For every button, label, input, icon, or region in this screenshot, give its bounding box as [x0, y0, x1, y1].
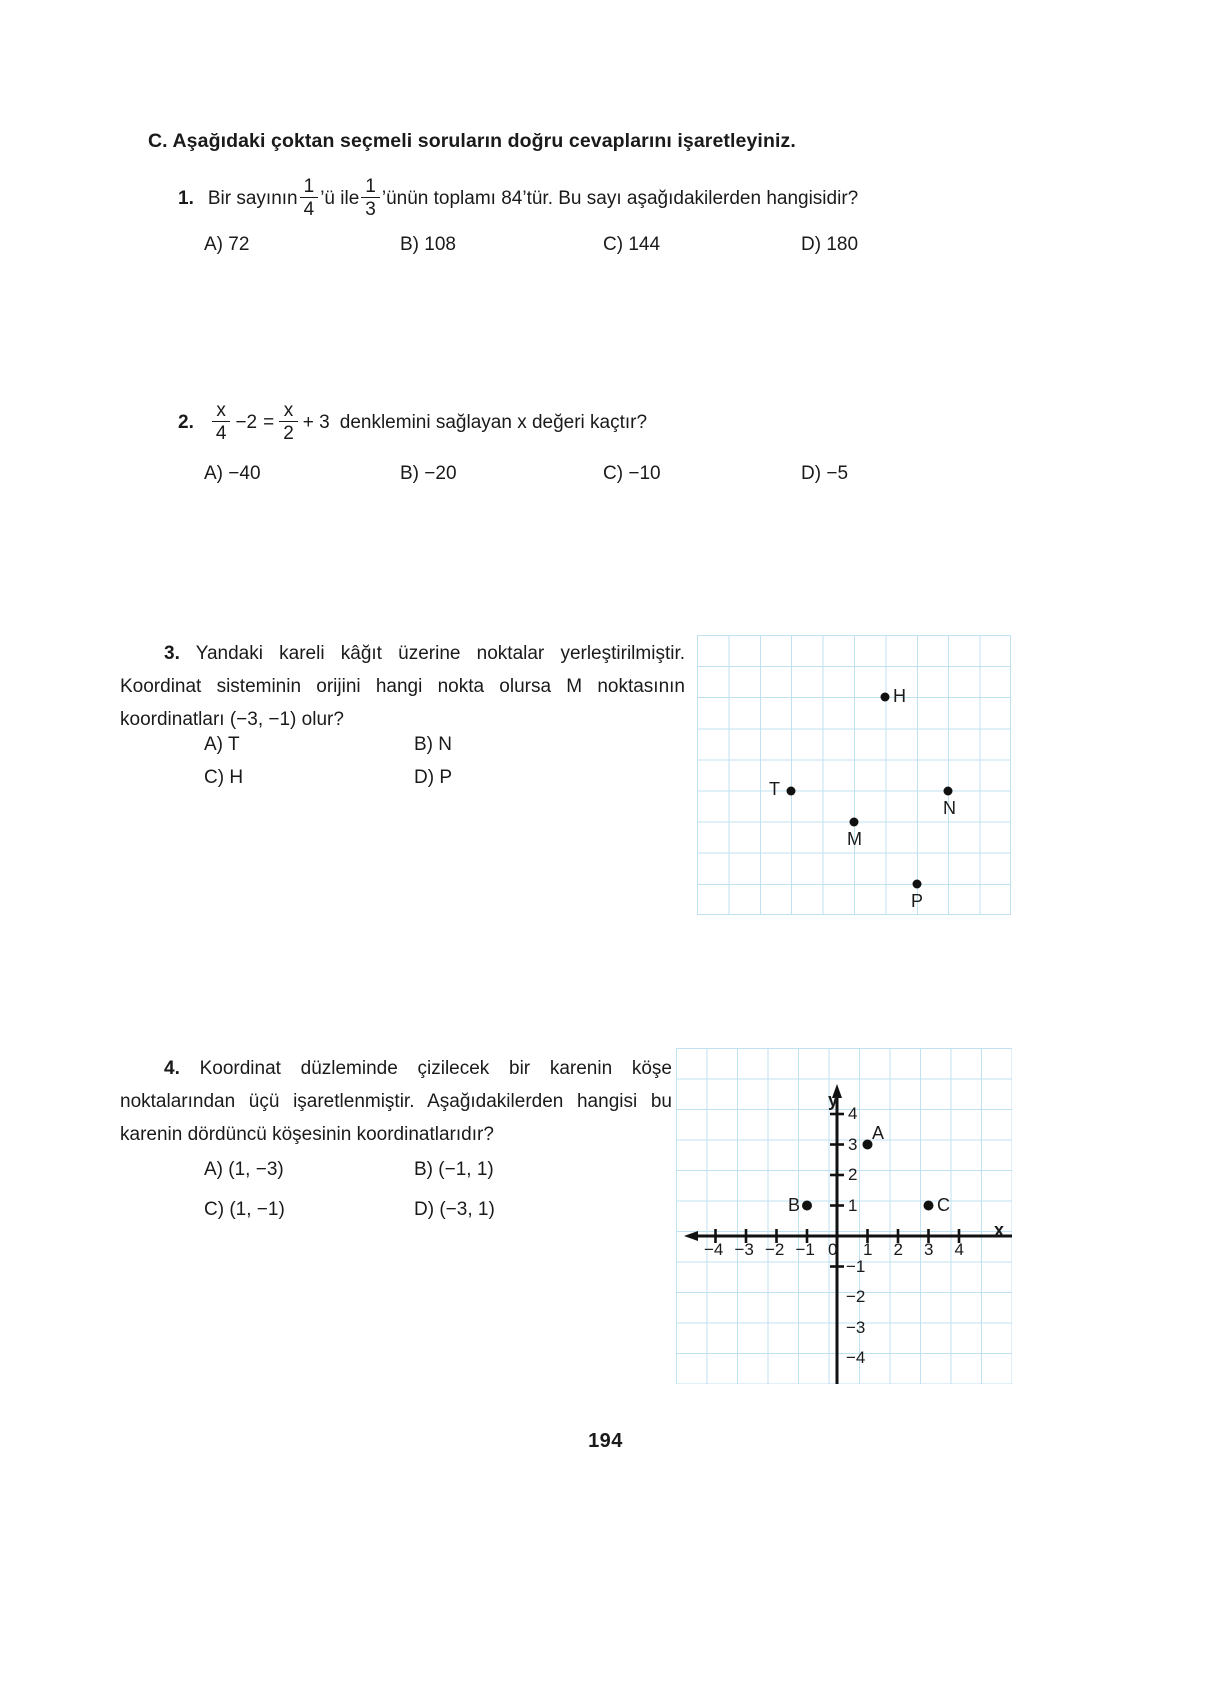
question-3 — [120, 637, 685, 736]
y-tick-label-neg3: −3 — [846, 1317, 866, 1337]
option-key: B) — [414, 734, 433, 755]
y-tick-label-1: 1 — [848, 1195, 858, 1215]
option-value: 180 — [826, 234, 859, 255]
fraction-denominator: 2 — [279, 421, 298, 443]
question-4-options — [204, 1150, 495, 1230]
x-tick-label-neg3: −3 — [734, 1240, 754, 1259]
option-key: A) — [204, 734, 223, 755]
option-d[interactable] — [801, 463, 848, 485]
option-value: 144 — [628, 234, 661, 255]
question-1-text-before: Bir sayının — [207, 188, 298, 209]
point-t-marker — [787, 786, 796, 795]
page-number: 194 — [588, 1430, 623, 1452]
question-4 — [120, 1052, 672, 1151]
point-p-label: P — [911, 891, 924, 911]
option-key: A) — [204, 1159, 223, 1180]
question-2-term-1: −2 — [235, 412, 258, 433]
y-tick-label-neg2: −2 — [846, 1287, 866, 1306]
option-key: D) — [801, 463, 822, 484]
option-value: (−3, 1) — [439, 1199, 495, 1220]
option-c[interactable] — [603, 463, 801, 485]
option-b[interactable] — [400, 463, 603, 485]
option-key: B) — [400, 234, 419, 255]
option-c[interactable] — [603, 234, 801, 256]
fraction-numerator: 1 — [303, 176, 315, 197]
option-b[interactable] — [414, 728, 452, 761]
question-3-options — [204, 728, 452, 794]
option-key: A) — [204, 463, 223, 484]
option-a[interactable] — [204, 728, 414, 761]
question-2-number: 2. — [178, 412, 194, 433]
option-value: N — [438, 734, 453, 755]
option-value: T — [227, 734, 240, 755]
point-h-marker — [881, 693, 890, 702]
fraction-one-quarter — [300, 177, 319, 219]
option-key: B) — [414, 1159, 433, 1180]
option-value: P — [439, 767, 453, 788]
y-axis-label: y — [828, 1090, 839, 1110]
option-key: D) — [414, 1199, 435, 1220]
point-m-label: M — [847, 829, 862, 849]
option-d[interactable] — [801, 234, 858, 256]
question-2-equals: = — [263, 412, 275, 433]
question-4-text: Koordinat düzleminde çizilecek bir karenin köşe noktalarından üçü işaretlenmiştir. Aşağıdakilerden hangisi bu karenin dördüncü köşesinin koordinatlarıdır? — [120, 1058, 673, 1145]
fraction-numerator: x — [283, 400, 294, 421]
option-value: 108 — [424, 234, 456, 255]
point-t-label: T — [769, 779, 780, 799]
option-key: C) — [204, 767, 225, 788]
point-h-label: H — [893, 686, 906, 706]
question-3-number: 3. — [164, 643, 180, 664]
x-tick-label-neg2: −2 — [765, 1240, 785, 1259]
fraction-x-over-2 — [279, 401, 298, 443]
fraction-one-third — [361, 177, 380, 219]
option-d[interactable] — [414, 1190, 495, 1230]
x-tick-label-4: 4 — [954, 1240, 964, 1259]
y-tick-label-4: 4 — [848, 1104, 858, 1123]
question-1-number: 1. — [178, 188, 194, 209]
option-d[interactable] — [414, 761, 452, 794]
question-1 — [178, 178, 918, 220]
question-2 — [178, 402, 918, 444]
option-b[interactable] — [400, 234, 603, 256]
fraction-denominator: 4 — [300, 197, 319, 219]
figure-q4-coordinate-plane — [676, 1048, 1012, 1384]
option-value: −10 — [628, 463, 661, 484]
option-key: B) — [400, 463, 419, 484]
option-key: C) — [603, 463, 624, 484]
fraction-denominator: 4 — [212, 421, 231, 443]
option-b[interactable] — [414, 1150, 494, 1190]
figure-q3-grid — [697, 635, 1011, 915]
option-value: −5 — [826, 463, 849, 484]
point-c-label: C — [937, 1195, 950, 1215]
x-axis-label: x — [994, 1220, 1005, 1240]
fraction-x-over-4 — [212, 401, 231, 443]
question-3-text: Yandaki kareli kâğıt üzerine noktalar yerleştirilmiştir. Koordinat sisteminin orijini hangi nokta olursa M noktasının koordinatları (−3, −1) olur? — [120, 643, 685, 730]
x-tick-label-1: 1 — [863, 1240, 873, 1259]
point-b-label: B — [788, 1195, 801, 1215]
fraction-numerator: 1 — [365, 176, 376, 197]
question-2-options — [204, 463, 848, 485]
option-value: H — [229, 767, 244, 788]
fraction-numerator: x — [216, 400, 226, 421]
option-c[interactable] — [204, 761, 414, 794]
option-key: C) — [204, 1199, 225, 1220]
option-key: C) — [603, 234, 624, 255]
y-tick-label-neg4: −4 — [846, 1348, 866, 1367]
option-a[interactable] — [204, 234, 400, 256]
question-4-number: 4. — [164, 1058, 180, 1079]
question-1-options — [204, 234, 858, 256]
question-1-text-after: ’ünün toplamı 84’tür. Bu sayı aşağıdakilerden hangisidir? — [381, 188, 859, 209]
origin-label: 0 — [828, 1240, 838, 1259]
option-a[interactable] — [204, 463, 400, 485]
option-value: −40 — [228, 463, 261, 484]
option-c[interactable] — [204, 1190, 414, 1230]
option-key: A) — [204, 234, 223, 255]
y-tick-label-2: 2 — [848, 1165, 858, 1184]
option-key: D) — [414, 767, 435, 788]
x-tick-label-neg1: −1 — [795, 1240, 815, 1259]
option-value: (1, −1) — [229, 1199, 285, 1220]
option-value: −20 — [424, 463, 457, 484]
question-2-term-2: + 3 — [302, 412, 330, 433]
point-n-marker — [944, 786, 953, 795]
option-value: (−1, 1) — [438, 1159, 494, 1180]
option-a[interactable] — [204, 1150, 414, 1190]
point-m-marker — [850, 817, 859, 826]
y-tick-label-neg1: −1 — [846, 1256, 866, 1276]
fraction-denominator: 3 — [361, 197, 380, 219]
question-2-text-after: denklemini sağlayan x değeri kaçtır? — [339, 412, 648, 433]
x-tick-label-neg4: −4 — [704, 1240, 724, 1259]
x-tick-label-2: 2 — [893, 1240, 903, 1259]
point-n-label: N — [943, 798, 956, 818]
x-tick-label-3: 3 — [924, 1240, 934, 1259]
point-a-label: A — [872, 1123, 885, 1143]
section-heading: C. Aşağıdaki çoktan seçmeli soruların doğru cevaplarını işaretleyiniz. — [148, 130, 796, 152]
question-1-text-mid: ’ü ile — [320, 188, 360, 209]
point-p-marker — [912, 879, 921, 888]
option-value: (1, −3) — [228, 1159, 284, 1180]
y-tick-label-3: 3 — [848, 1134, 858, 1154]
option-key: D) — [801, 234, 822, 255]
option-value: 72 — [228, 234, 250, 255]
